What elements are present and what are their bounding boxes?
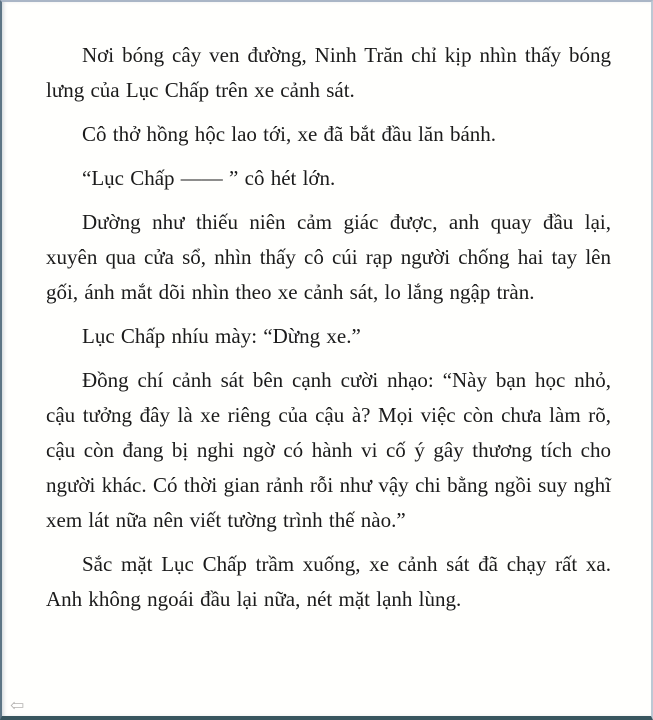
paragraph: Dường như thiếu niên cảm giác được, anh quay đầu lại, xuyên qua cửa sổ, nhìn thấy cô cúi rạp người chống hai tay lên gối, ánh mắt dõi nhìn theo xe cảnh sát, lo lắng ngập tràn. [46, 210, 611, 304]
paragraph: “Lục Chấp —— ” cô hét lớn. [82, 166, 336, 190]
paragraph: Sắc mặt Lục Chấp trầm xuống, xe cảnh sát đã chạy rất xa. Anh không ngoái đầu lại nữa, nét mặt lạnh lùng. [46, 552, 611, 611]
document-text [2, 2, 651, 617]
paragraph: Nơi bóng cây ven đường, Ninh Trăn chỉ kịp nhìn thấy bóng lưng của Lục Chấp trên xe cảnh sát. [46, 43, 611, 102]
paragraph: Lục Chấp nhíu mày: “Dừng xe.” [82, 324, 361, 348]
back-arrow-icon[interactable]: ⇦ [10, 696, 25, 715]
paragraph: Đồng chí cảnh sát bên cạnh cười nhạo: “Này bạn học nhỏ, cậu tưởng đây là xe riêng của cậu à? Mọi việc còn chưa làm rõ, cậu còn đang bị nghi ngờ có hành vi cố ý gây thương tích cho người khác. Có thời gian rảnh rỗi như vậy chi bằng ngồi suy nghĩ xem lát nữa nên viết tường trình thế nào.” [46, 368, 611, 532]
paragraph: Cô thở hồng hộc lao tới, xe đã bắt đầu lăn bánh. [82, 122, 497, 146]
